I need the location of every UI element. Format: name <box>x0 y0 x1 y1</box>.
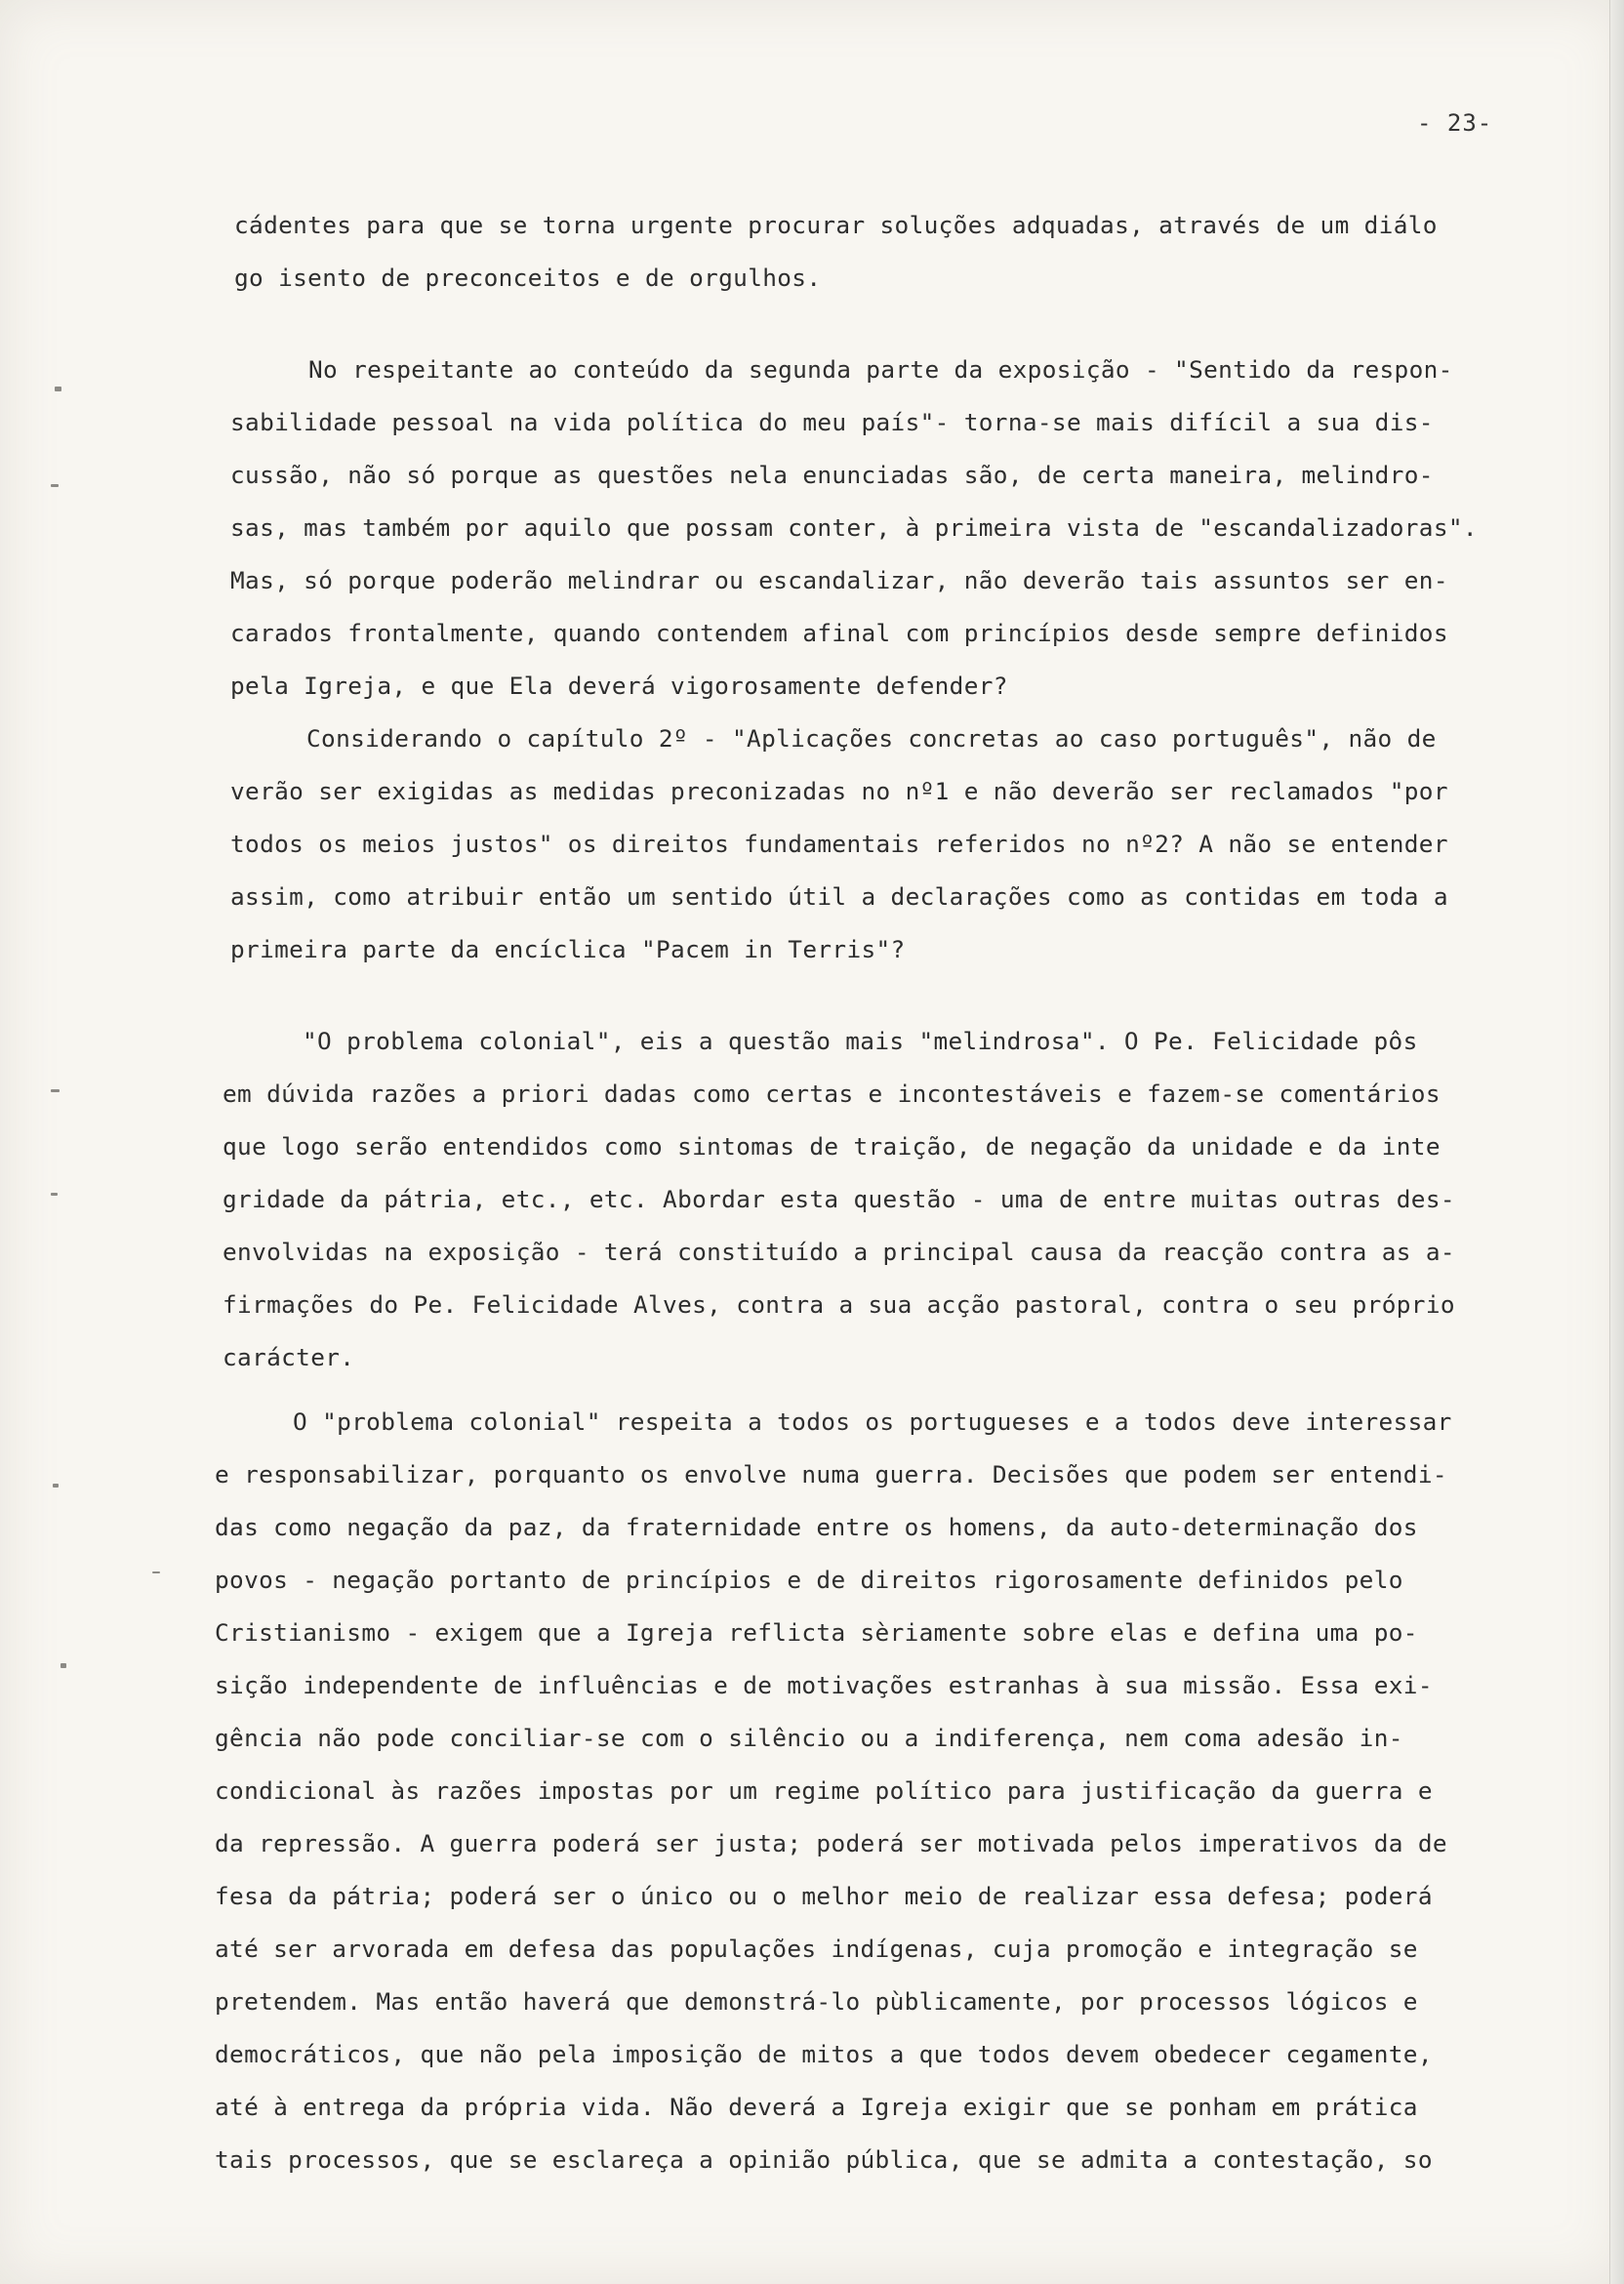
margin-mark <box>53 1484 59 1488</box>
text-line: No respeitante ao conteúdo da segunda parte da exposição - "Sentido da respon- <box>308 355 1453 384</box>
text-line: envolvidas na exposição - terá constituído a principal causa da reacção contra as a- <box>223 1238 1455 1266</box>
text-line: go isento de preconceitos e de orgulhos. <box>234 264 822 292</box>
page-edge <box>1609 0 1624 2284</box>
text-line: Considerando o capítulo 2º - "Aplicações concretas ao caso português", não de <box>306 724 1437 753</box>
text-line: carácter. <box>223 1343 355 1371</box>
text-line: cussão, não só porque as questões nela enunciadas são, de certa maneira, melindro- <box>230 461 1434 489</box>
text-line: firmações do Pe. Felicidade Alves, contra a sua acção pastoral, contra o seu próprio <box>223 1290 1455 1319</box>
margin-mark <box>61 1663 66 1668</box>
text-line: sição independente de influências e de motivações estranhas à sua missão. Essa exi- <box>215 1671 1433 1699</box>
text-line: tais processos, que se esclareça a opinião pública, que se admita a contestação, so <box>215 2145 1433 2174</box>
text-line: todos os meios justos" os direitos fundamentais referidos no nº2? A não se entender <box>230 830 1448 858</box>
text-line: sabilidade pessoal na vida política do meu país"- torna-se mais difícil a sua dis- <box>230 408 1434 436</box>
text-line: em dúvida razões a priori dadas como certas e incontestáveis e fazem-se comentários <box>223 1080 1441 1108</box>
text-line: da repressão. A guerra poderá ser justa; poderá ser motivada pelos imperativos da de <box>215 1829 1447 1857</box>
text-line: Cristianismo - exigem que a Igreja reflicta sèriamente sobre elas e defina uma po- <box>215 1618 1418 1647</box>
text-line: assim, como atribuir então um sentido útil a declarações como as contidas em toda a <box>230 882 1448 911</box>
margin-mark <box>51 484 59 487</box>
text-line: gridade da pátria, etc., etc. Abordar esta questão - uma de entre muitas outras des- <box>223 1185 1455 1213</box>
text-line: carados frontalmente, quando contendem afinal com princípios desde sempre definidos <box>230 619 1448 647</box>
text-line: pretendem. Mas então haverá que demonstrá-lo pùblicamente, por processos lógicos e <box>215 1987 1418 2016</box>
text-line: O "problema colonial" respeita a todos os portugueses e a todos deve interessar <box>293 1407 1452 1436</box>
text-line: pela Igreja, e que Ela deverá vigorosamente defender? <box>230 672 1008 700</box>
text-line: e responsabilizar, porquanto os envolve numa guerra. Decisões que podem ser entendi- <box>215 1460 1447 1489</box>
text-line: até ser arvorada em defesa das populações indígenas, cuja promoção e integração se <box>215 1935 1418 1963</box>
text-line: até à entrega da própria vida. Não deverá a Igreja exigir que se ponham em prática <box>215 2093 1418 2121</box>
margin-mark <box>51 1193 58 1196</box>
margin-mark <box>55 387 61 391</box>
text-line: verão ser exigidas as medidas preconizadas no nº1 e não deverão ser reclamados "por <box>230 777 1448 805</box>
text-line: gência não pode conciliar-se com o silêncio ou a indiferença, nem coma adesão in- <box>215 1724 1403 1752</box>
margin-mark <box>51 1089 60 1092</box>
page-number: - 23- <box>1417 109 1493 137</box>
margin-mark <box>152 1571 160 1573</box>
text-line: povos - negação portanto de princípios e de direitos rigorosamente definidos pelo <box>215 1566 1403 1594</box>
text-line: condicional às razões impostas por um regime político para justificação da guerra e <box>215 1776 1433 1805</box>
text-line: Mas, só porque poderão melindrar ou escandalizar, não deverão tais assuntos ser en- <box>230 566 1448 594</box>
text-line: fesa da pátria; poderá ser o único ou o melhor meio de realizar essa defesa; poderá <box>215 1882 1433 1910</box>
text-line: sas, mas também por aquilo que possam conter, à primeira vista de "escandalizadoras". <box>230 513 1478 542</box>
text-line: democráticos, que não pela imposição de mitos a que todos devem obedecer cegamente, <box>215 2040 1433 2068</box>
text-line: primeira parte da encíclica "Pacem in Terris"? <box>230 935 906 963</box>
text-line: das como negação da paz, da fraternidade entre os homens, da auto-determinação dos <box>215 1513 1418 1541</box>
text-line: "O problema colonial", eis a questão mais "melindrosa". O Pe. Felicidade pôs <box>303 1027 1418 1055</box>
text-line: cádentes para que se torna urgente procurar soluções adquadas, através de um diálo <box>234 211 1438 239</box>
text-line: que logo serão entendidos como sintomas de traição, de negação da unidade e da inte <box>223 1132 1441 1161</box>
